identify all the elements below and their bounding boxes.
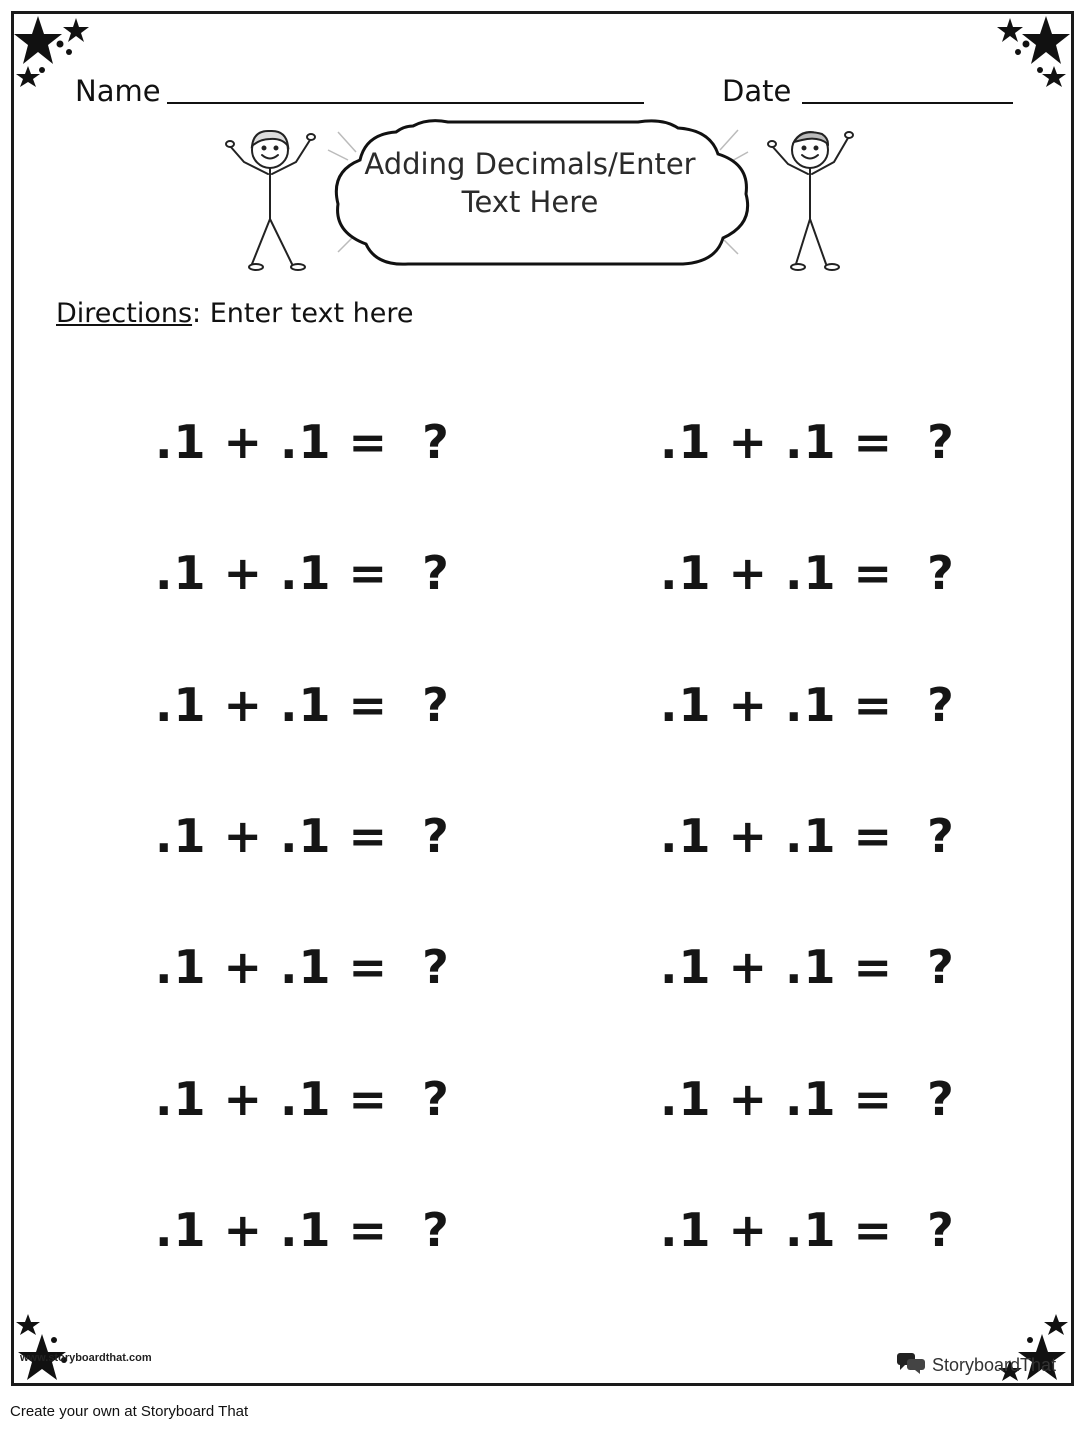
problem-left-3: .1 + .1 = ? [155, 678, 450, 732]
name-field[interactable] [167, 102, 644, 104]
directions-text: : Enter text here [192, 298, 414, 329]
problem-right-2: .1 + .1 = ? [660, 546, 955, 600]
problem-right-1: .1 + .1 = ? [660, 415, 955, 469]
problem-left-4: .1 + .1 = ? [155, 809, 450, 863]
problem-right-7: .1 + .1 = ? [660, 1203, 955, 1257]
problem-left-6: .1 + .1 = ? [155, 1072, 450, 1126]
problem-left-7: .1 + .1 = ? [155, 1203, 450, 1257]
girl-stick-figure-icon [222, 124, 317, 279]
name-label: Name [75, 74, 161, 108]
problem-right-6: .1 + .1 = ? [660, 1072, 955, 1126]
problem-left-1: .1 + .1 = ? [155, 415, 450, 469]
title-line-1: Adding Decimals/Enter [364, 147, 696, 181]
bottom-credit[interactable]: Create your own at Storyboard That [10, 1403, 249, 1420]
problem-right-3: .1 + .1 = ? [660, 678, 955, 732]
problem-left-5: .1 + .1 = ? [155, 940, 450, 994]
title-line-2: Text Here [461, 185, 599, 219]
storyboardthat-logo[interactable] [896, 1352, 1056, 1379]
problem-left-2: .1 + .1 = ? [155, 546, 450, 600]
directions-label: Directions [56, 298, 193, 329]
problem-right-5: .1 + .1 = ? [660, 940, 955, 994]
footer-url[interactable]: www.storyboardthat.com [20, 1352, 152, 1364]
footer-brand: StoryboardThat [932, 1355, 1057, 1375]
star-cluster-icon [996, 14, 1072, 89]
date-field[interactable] [802, 102, 1013, 104]
star-cluster-icon [14, 1312, 94, 1384]
directions [56, 298, 414, 329]
worksheet-title [345, 145, 715, 221]
speech-bubbles-icon [896, 1352, 926, 1379]
date-label: Date [722, 74, 792, 108]
problem-right-4: .1 + .1 = ? [660, 809, 955, 863]
boy-stick-figure-icon [762, 124, 857, 279]
